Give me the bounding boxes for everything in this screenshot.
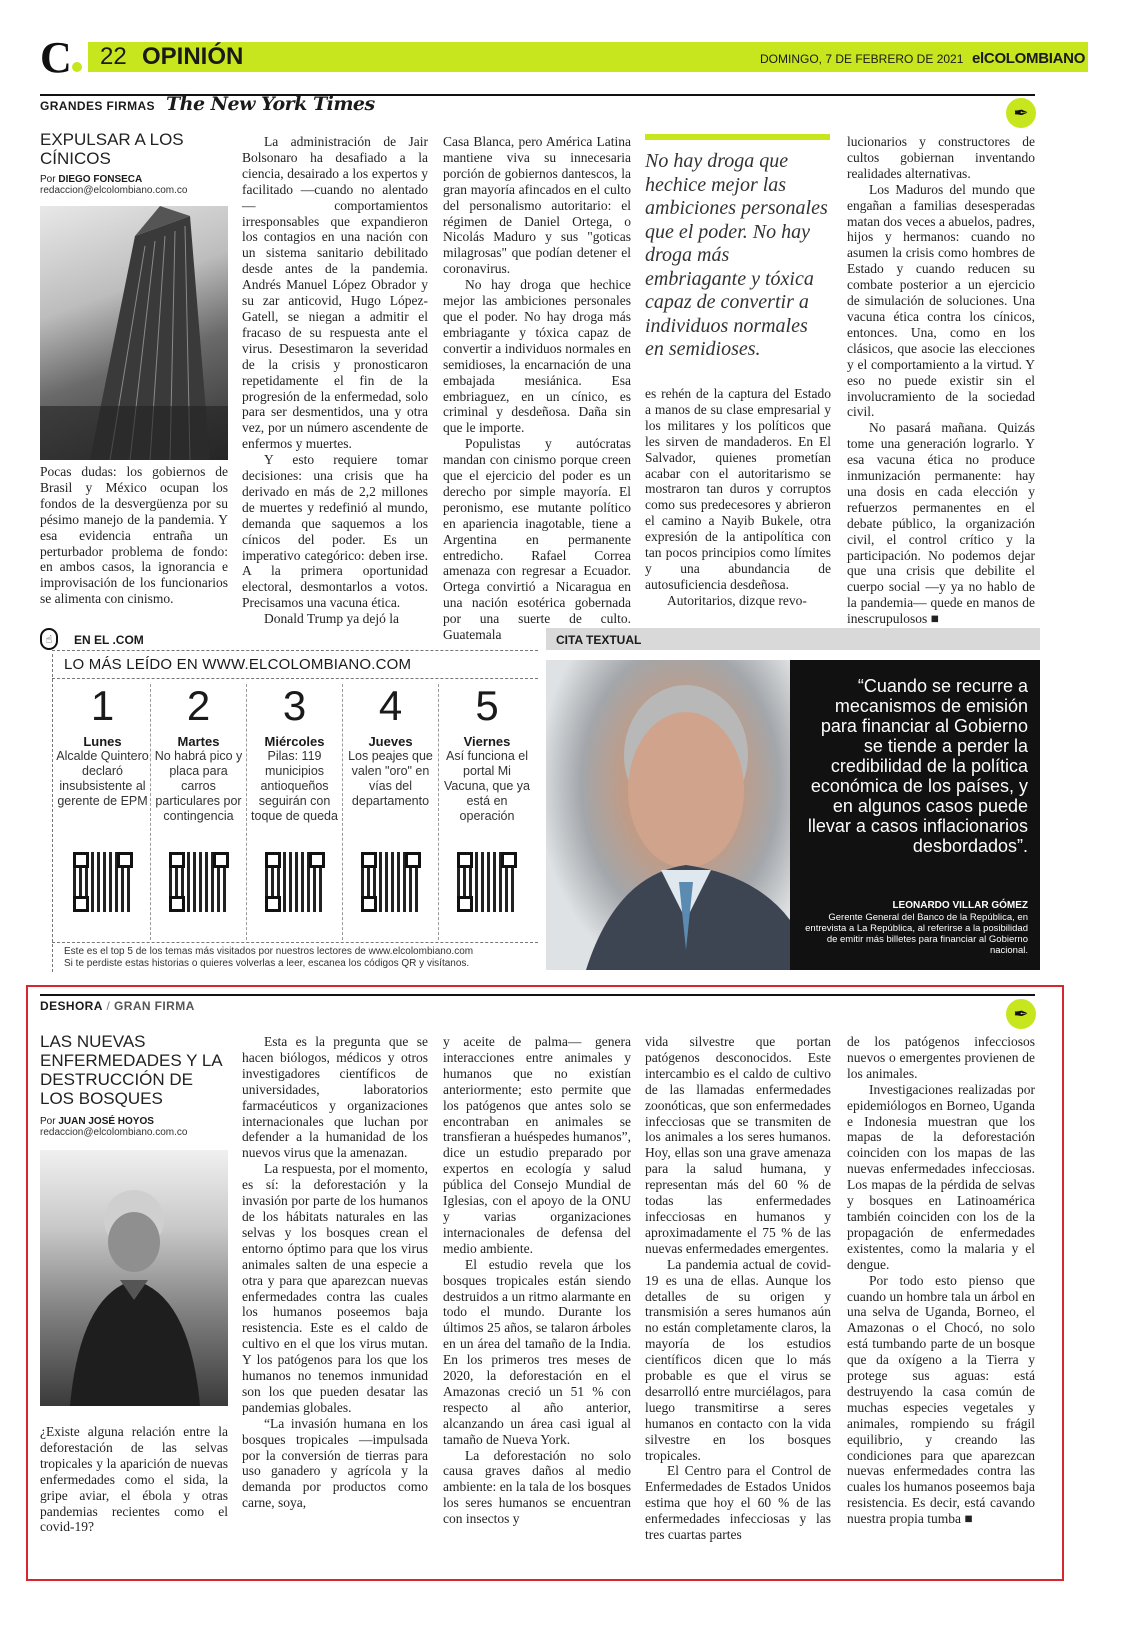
logo-dot [72,62,82,72]
box-top-border [52,650,538,651]
rank-number: 3 [282,682,307,729]
pullquote-bar [645,134,830,140]
en-el-com-title: EN EL .COM [74,633,144,647]
item-headline: Así funciona el portal Mi Vacuna, que ya está en operación [444,749,530,823]
most-read-title: LO MÁS LEÍDO EN WWW.ELCOLOMBIANO.COM [64,656,412,673]
list-item[interactable] [439,684,535,940]
brand-name: elCOLOMBIANO [972,50,1086,67]
top-kicker: GRANDES FIRMAS [40,99,155,113]
bottom-col-2: Esta es la pregunta que se hacen biólogos, médicos y otros investigadores científicos de universidades, laboratorios farmacéuticos y organizaciones internacionales que luchan por defender a la humanidad de los nuevos virus que la amenazan. La respuesta, por el momento, es sí: la deforestación y la invasión por parte de los humanos de los hábitats naturales en las selvas y los bosques crean el entorno óptimo para que los virus animales salten de una especie a otra y para que aparezcan nuevas enfermedades contra las cuales los humanos poseemos baja resistencia. Este es el caldo de cultivo en el que los virus mutan. Y los patógenos para los que los humanos no tenemos inmunidad son los que pueden desatar las pandemias globales. “La invasión humana en los bosques tropicales —impulsada por la conversión de tierras para uso ganadero y agrícola y la demanda por productos como carne, soya, [242,1034,428,1511]
top-email: redaccion@elcolombiano.com.co [40,185,188,196]
hand-icon: ☝ [40,628,58,650]
quote-author-role: Gerente General del Banco de la República, en entrevista a La República, al referirse a la posibilidad de emitir más billetes para financiar al Gobierno nacional. [805,912,1028,956]
list-item[interactable] [151,684,247,940]
day-label: Martes [177,734,220,749]
most-read-list [55,684,535,940]
portrait-illustration [546,660,790,970]
box-left-border [52,654,53,972]
author-photo [40,1150,228,1406]
top-byline: Por DIEGO FONSECA [40,174,143,185]
day-label: Jueves [368,734,413,749]
quote-text: “Cuando se recurre a mecanismos de emisión para financiar al Gobierno se tiende a perder la credibilidad de la política económica de los países, y en algunos casos puede llevar a casos inflacionarios desbordados”. [807,676,1028,856]
rank-number: 2 [186,682,211,729]
section-title: OPINIÓN [142,43,244,70]
bottom-byline: Por JUAN JOSÉ HOYOS [40,1116,154,1127]
bottom-rule [40,994,1035,996]
note-divider [52,942,538,943]
top-col-1: Pocas dudas: los gobiernos de Brasil y México ocupan los fondos de la desvergüenza por su pésimo manejo de la pandemia. Y esa evidencia entraña un perturbador problema de fondo: en ambos casos, la ignorancia e improvisación de los funcionarios se alimenta con cinismo. [40,464,228,607]
pen-nib-icon: ✒ [1006,999,1036,1029]
most-read-divider [52,678,538,679]
issue-date: DOMINGO, 7 DE FEBRERO DE 2021 [760,52,964,66]
list-item[interactable] [247,684,343,940]
nyt-masthead: The New York Times [166,93,375,115]
qr-code-icon[interactable] [457,852,517,912]
bottom-col-5: de los patógenos infecciosos nuevos o emergentes provienen de los animales. Investigaciones realizadas por epidemiólogos en Borneo, Uganda e Indonesia muestran que los mapas de la deforestación coinciden con los mapas de las nuevas enfermedades infecciosas. Los mapas de la pérdida de selvas y bosques en Latinoamérica también coinciden con los de la propagación de enfermedades existentes, como la malaria y el dengue. Por todo esto pienso que cuando un hombre tala un árbol en una selva de Uganda, Borneo, el Amazonas o el Chocó, no solo está tumbando parte de un bosque que da oxígeno a la Tierra y protege sus aguas: está destruyendo la casa común de muchas especies vegetales y animales, rompiendo su frágil equilibrio, y creando las condiciones para que aparezcan nuevas enfermedades contra las cuales los humanos poseemos baja resistencia. Es decir, está cavando nuestra propia tumba ■ [847,1034,1035,1527]
list-item[interactable] [343,684,439,940]
top-col-3: Casa Blanca, pero América Latina mantiene viva su innecesaria porción de gobiernos dantescos, la gran mayoría afincados en el culto del personalismo autoritario: el régimen de Daniel Ortega, o Nicolás Maduro y sus "goticas milagrosas" que podían detener el coronavirus. No hay droga que hechice mejor las ambiciones personales que el poder. No hay droga más embriagante y tóxica capaz de convertir a individuos normales en semidioses, la encarnación de una embajada mesiánica. Esa embriaguez, en un cínico, es criminal y desdeñosa. Daña sin que le importe. Populistas y autócratas mandan con cinismo porque creen que el ejercicio del poder es un derecho por simple mayoría. El peronismo, ese mutante político en apariencia inagotable, tiene a Argentina en permanente entredicho. Rafael Correa amenaza con regresar a Ecuador. Ortega convirtió a Nicaragua en una nación esotérica gobernada por una suerte de culto. Guatemala [443,134,631,643]
top-headline: EXPULSAR A LOS CÍNICOS [40,130,184,168]
quote-author: LEONARDO VILLAR GÓMEZ [892,900,1028,911]
quote-box [790,660,1040,970]
newspaper-logo: C [40,33,72,82]
bottom-headline: LAS NUEVAS ENFERMEDADES Y LA DESTRUCCIÓN DE LOS BOSQUES [40,1032,222,1108]
top-headline-block [40,130,230,196]
bottom-col-4: vida silvestre que portan patógenos desconocidos. Este intercambio es el caldo de cultivo de las llamadas enfermedades zoonóticas, que son enfermedades infecciosas que se transmiten de los animales a los seres humanos. Hoy, ellas son una grave amenaza para la salud humana, y representan más del 60 % de todas las enfermedades infecciosas en humanos y aproximadamente el 75 % de las nuevas enfermedades emergentes. La pandemia actual de covid-19 es una de ellas. Aunque los detalles de su origen y transmisión a seres humanos aún no están completamente claros, la mayoría de los estudios científicos dicen que lo más probable es que el virus se desarrolló entre murciélagos, para luego transmitirse a seres humanos en contacto con la vida silvestre en los bosques tropicales. El Centro para el Control de Enfermedades de Estados Unidos estima que hoy el 60 % de las enfermedades infecciosas y las tres cuartas partes [645,1034,831,1543]
top-pullquote: No hay droga que hechice mejor las ambiciones personales que el poder. No hay droga más embriagante y tóxica capaz de convertir a individuos normales en semidioses. [645,150,828,360]
item-headline: Alcalde Quintero declaró insubsistente al gerente de EPM [56,749,149,808]
bottom-headline-block [40,1032,230,1138]
rank-number: 1 [90,682,115,729]
nyt-building-photo [40,206,228,460]
rank-number: 5 [475,682,499,729]
item-headline: Pilas: 119 municipios antioqueños seguirán con toque de queda [251,749,338,823]
most-read-note: Este es el top 5 de los temas más visitados por nuestros lectores de www.elcolombiano.com Si te perdiste estas historias o quieres volverlas a leer, escanea los códigos QR y visítanos. [64,946,474,969]
day-label: Viernes [463,734,511,749]
bottom-author: JUAN JOSÉ HOYOS [58,1116,154,1127]
item-headline: Los peajes que valen "oro" en vías del departamento [348,749,433,808]
qr-code-icon[interactable] [73,852,133,912]
page-number: 22 [100,43,127,70]
bottom-email: redaccion@elcolombiano.com.co [40,1127,188,1138]
top-col-2: La administración de Jair Bolsonaro ha desafiado a la ciencia, desairado a los expertos y facilitado —cuando no alentado— comportamientos irresponsables que expandieron los contagios en una nación con un sistema sanitario debilitado desde antes de la pandemia. Andrés Manuel López Obrador y su zar anticovid, Hugo López-Gatell, se niegan a admitir el fracaso de su respuesta ante el virus. Desestimaron la severidad de la crisis y pronosticaron repetidamente el fin de la progresión de la enfermedad, solo para ser desmentidos, una y otra vez, por un número ascendente de enfermos y muertes. Y esto requiere tomar decisiones: una crisis que ha derivado en más de 2,2 millones de muertes y redefinió al mundo, demanda que saquemos a los cínicos del poder. Es un imperativo categórico: deben irse. A la primera oportunidad electoral, desmontarlos a votos. Precisamos una vacuna ética. Donald Trump ya dejó la [242,134,428,627]
rank-number: 4 [378,682,403,729]
bottom-kicker: DESHORA / GRAN FIRMA [40,999,195,1013]
qr-code-icon[interactable] [169,852,229,912]
list-item[interactable] [55,684,151,940]
qr-code-icon[interactable] [361,852,421,912]
portrait-photo [546,660,790,970]
day-label: Miércoles [264,734,325,749]
pen-nib-icon: ✒ [1006,98,1036,128]
qr-code-icon[interactable] [265,852,325,912]
bottom-col-3: y aceite de palma— genera interacciones entre animales y humanos que no existían anteriormente; esto permite que los patógenos que antes solo se encontraban en animales se transfieran a huéspedes humanos”, dice un estudio preparado por expertos en ecología y salud pública del Consejo Mundial de Iglesias, con el apoyo de la ONU y varias organizaciones internacionales de defensa del medio ambiente. El estudio revela que los bosques tropicales están siendo destruidos a un ritmo alarmante en todo el mundo. Durante los últimos 25 años, se talaron árboles en un área del tamaño de la India. En los primeros tres meses de 2020, la deforestación en el Amazonas creció un 51 % con respecto al año anterior, alcanzando un área casi igual al tamaño de Nueva York. La deforestación no solo causa graves daños al medio ambiente: en la tala de los bosques los seres humanos se encuentran con insectos y [443,1034,631,1527]
top-col-5: lucionarios y constructores de cultos gobiernan inventando realidades alternativas. Los Maduros del mundo que engañan a familias desesperadas matan dos veces a abuelos, padres, hijos y hermanos: cuando no asumen la crisis como hombres de Estado y cuando reducen su combate posterior a un ejercicio de simulación de soluciones. Una vacuna ética contra los cínicos, entonces. Una, como en los clásicos, que asocie las elecciones y el comportamiento a la virtud. Y eso no puede existir sin el involucramiento de la sociedad civil. No pasará mañana. Quizás tome una generación lograrlo. Y esa vacuna ética no produce inmunización permanente: hay una dosis en cada elección y refuerzos permanentes en el debate público, la organización civil, el control crítico y la participación. No podemos dejar que una crisis que debilite el cuerpo social —y ya no hablo de la pandemia— quede en manos de inescrupulosos ■ [847,134,1035,627]
building-illustration [40,206,228,460]
item-headline: No habrá pico y placa para carros particulares por contingencia [154,749,243,823]
author-illustration [40,1150,228,1406]
bottom-col-1: ¿Existe alguna relación entre la deforestación de las selvas tropicales y la aparición de nuevas enfermedades como el sida, la gripe aviar, el ébola y otras pandemias recientes como el covid-19? [40,1424,228,1535]
top-author: DIEGO FONSECA [58,174,143,185]
day-label: Lunes [83,734,122,749]
cita-title: CITA TEXTUAL [556,633,642,647]
top-col-4: es rehén de la captura del Estado a manos de su clase empresarial y los militares y los políticos que les sirven de mandaderos. En El Salvador, quienes prometían acabar con el autoritarismo se mostraron tan duros y corruptos como sus predecesores y abrieron el camino a Nayib Bukele, otra expresión de la antipolítica con tan pocos principios como límites y una abundancia de autosuficiencia desdeñosa. Autoritarios, dizque revo- [645,386,831,608]
